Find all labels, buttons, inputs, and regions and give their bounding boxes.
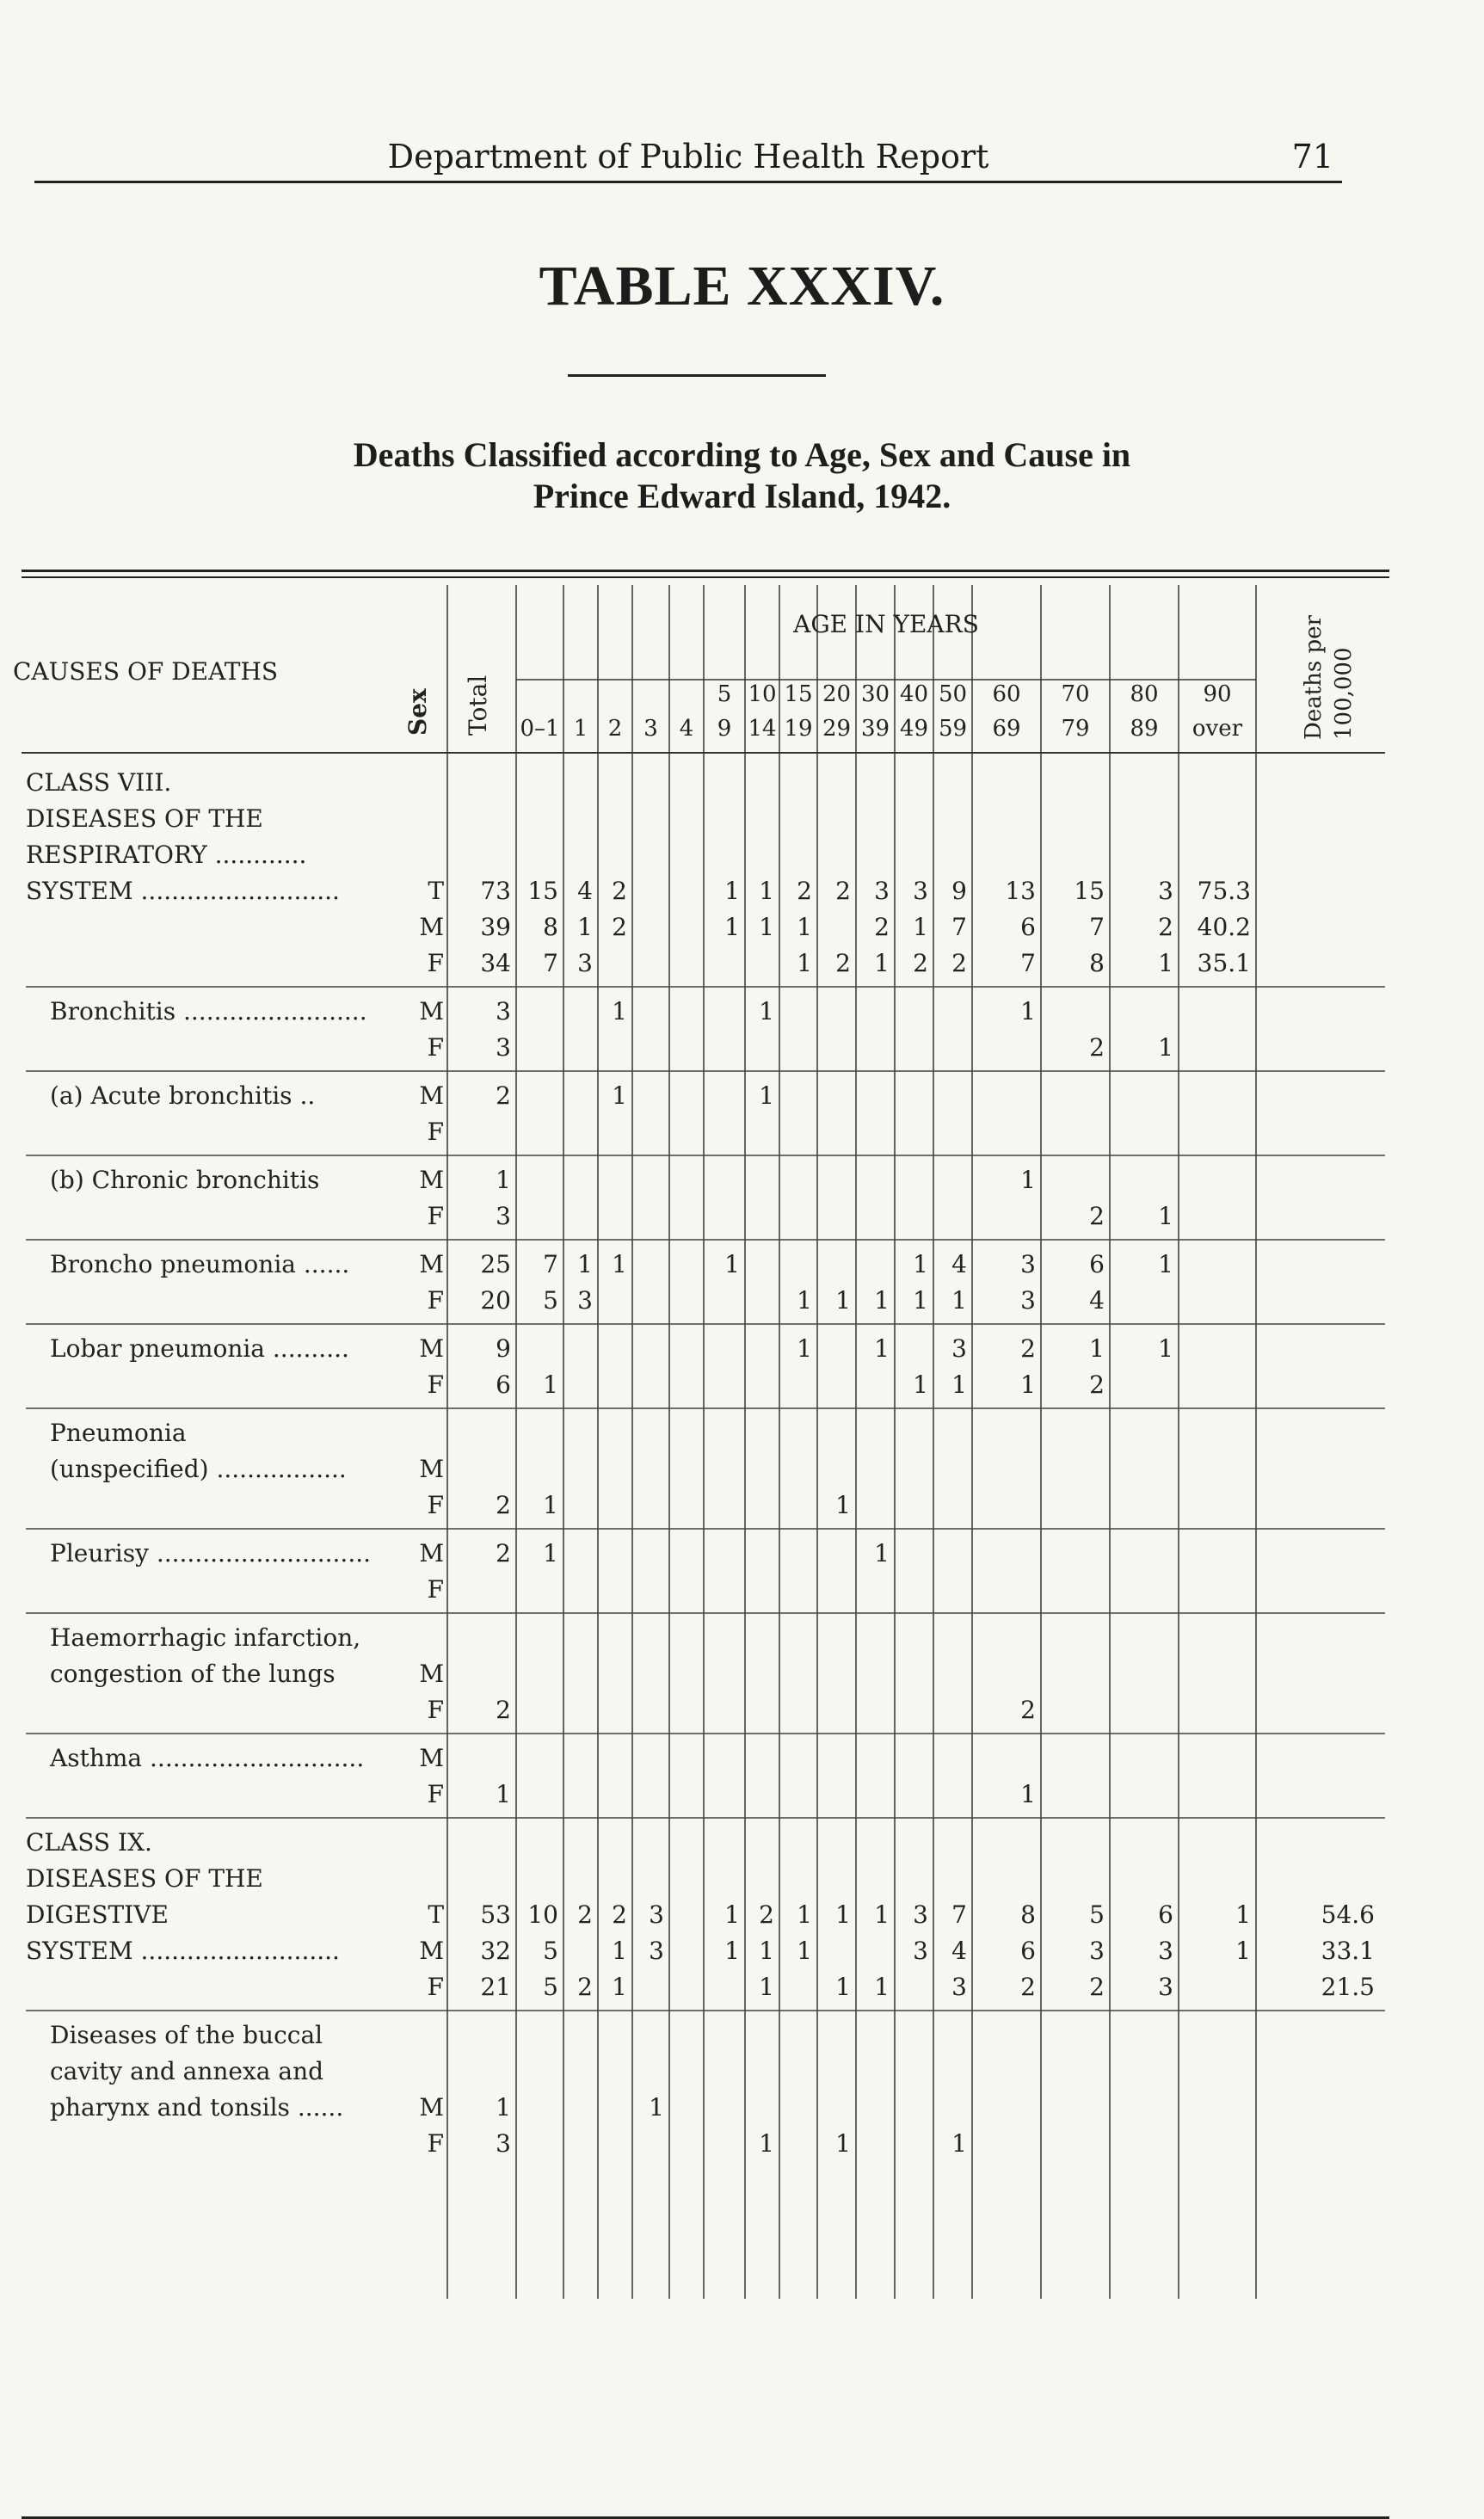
total-cell: 53 (480, 1900, 511, 1929)
age-cell: 2 (1089, 1202, 1105, 1230)
age-cell: 3 (1089, 1937, 1105, 1965)
age-cell: 7 (1089, 913, 1105, 941)
sex-code: M (419, 2093, 444, 2122)
age-cell: 1 (874, 1973, 890, 2001)
age-cell: 2 (612, 877, 627, 905)
sex-code: F (427, 1575, 444, 1604)
age-header-bottom: 79 (1061, 716, 1090, 742)
cause-label: CLASS IX. (26, 1828, 152, 1857)
age-header-top: 80 (1130, 681, 1159, 707)
age-cell: 1 (724, 877, 740, 905)
age-header-bottom: 29 (822, 716, 852, 742)
age-cell: 7 (1020, 949, 1036, 977)
age-cell: 1 (724, 1937, 740, 1965)
age-cell: 3 (649, 1937, 664, 1965)
age-cell: 8 (1089, 949, 1105, 977)
age-cell: 2 (1020, 1696, 1036, 1724)
age-cell: 1 (724, 913, 740, 941)
age-cell: 1 (835, 1286, 851, 1315)
age-header-bottom: 59 (938, 716, 968, 742)
age-cell: 1 (797, 1900, 812, 1929)
age-header-top: 30 (860, 681, 890, 707)
age-cell: 1 (913, 913, 928, 941)
rate-cell: 33.1 (1321, 1937, 1375, 1965)
age-cell: 4 (951, 1937, 967, 1965)
age-header-bottom: over (1192, 716, 1243, 742)
total-cell: 9 (496, 1334, 511, 1363)
table-top-rule (22, 570, 1389, 572)
age-header-top: 50 (938, 681, 968, 707)
header-causes: CAUSES OF DEATHS (13, 657, 279, 686)
age-cell: 1 (759, 1081, 774, 1110)
age-cell: 1 (577, 913, 593, 941)
age-cell: 1 (1158, 1334, 1173, 1363)
sex-code: M (419, 1539, 444, 1567)
cause-label: Lobar pneumonia .......... (50, 1334, 349, 1363)
age-cell: 3 (1020, 1250, 1036, 1278)
age-cell: 1 (874, 1539, 890, 1567)
cause-label: Pneumonia (50, 1419, 187, 1447)
age-cell: 1 (759, 2129, 774, 2158)
age-cell: 1 (1089, 1334, 1105, 1363)
cause-label: (b) Chronic bronchitis (50, 1166, 320, 1194)
header-total: Total (464, 674, 492, 736)
age-cell: 1 (1235, 1900, 1251, 1929)
cause-label: Broncho pneumonia ...... (50, 1250, 350, 1278)
age-cell: 75.3 (1197, 877, 1251, 905)
age-header-top: 40 (899, 681, 929, 707)
age-cell: 6 (1089, 1250, 1105, 1278)
age-cell: 15 (527, 877, 558, 905)
cause-label: CLASS VIII. (26, 768, 172, 797)
age-header-bottom: 9 (717, 716, 732, 742)
age-header-bottom: 69 (992, 716, 1021, 742)
cause-label: DISEASES OF THE (26, 1864, 263, 1893)
sex-code: M (419, 1166, 444, 1194)
age-cell: 3 (913, 1937, 928, 1965)
age-cell: 2 (1158, 913, 1173, 941)
cause-label: pharynx and tonsils ...... (50, 2093, 344, 2122)
age-cell: 1 (577, 1250, 593, 1278)
age-cell: 1 (724, 1900, 740, 1929)
age-header-top: 90 (1203, 681, 1232, 707)
age-header-top: 15 (784, 681, 813, 707)
age-header: 4 (679, 716, 694, 742)
age-cell: 2 (874, 913, 890, 941)
age-cell: 1 (835, 2129, 851, 2158)
age-cell: 4 (1089, 1286, 1105, 1315)
cause-label: (a) Acute bronchitis .. (50, 1081, 316, 1110)
cause-label: RESPIRATORY ............ (26, 841, 307, 869)
age-cell: 1 (759, 997, 774, 1025)
cause-label: Asthma ............................ (50, 1744, 365, 1772)
age-cell: 1 (913, 1370, 928, 1399)
cause-label: DIGESTIVE (26, 1900, 169, 1929)
rate-cell: 21.5 (1321, 1973, 1375, 2001)
age-cell: 9 (951, 877, 967, 905)
age-cell: 1 (759, 913, 774, 941)
total-cell: 2 (496, 1081, 511, 1110)
sex-code: M (419, 1081, 444, 1110)
age-cell: 5 (543, 1937, 558, 1965)
age-cell: 3 (577, 949, 593, 977)
age-cell: 3 (951, 1334, 967, 1363)
age-header: 2 (607, 716, 623, 742)
total-cell: 2 (496, 1696, 511, 1724)
age-cell: 1 (835, 1973, 851, 2001)
total-cell: 73 (480, 877, 511, 905)
age-cell: 4 (951, 1250, 967, 1278)
age-cell: 2 (835, 949, 851, 977)
total-cell: 1 (496, 1780, 511, 1808)
age-cell: 3 (649, 1900, 664, 1929)
cause-label: SYSTEM .......................... (26, 1937, 340, 1965)
age-cell: 1 (835, 1491, 851, 1519)
age-cell: 1 (1020, 997, 1036, 1025)
age-cell: 1 (913, 1286, 928, 1315)
age-cell: 2 (797, 877, 812, 905)
age-cell: 2 (1089, 1973, 1105, 2001)
age-cell: 1 (1158, 949, 1173, 977)
age-cell: 2 (577, 1900, 593, 1929)
age-cell: 6 (1020, 913, 1036, 941)
age-cell: 1 (797, 1937, 812, 1965)
total-cell: 3 (496, 1202, 511, 1230)
total-cell: 1 (496, 2093, 511, 2122)
age-cell: 1 (874, 949, 890, 977)
sex-code: F (427, 1696, 444, 1724)
header-rate-line-2: 100,000 (1331, 647, 1357, 740)
age-cell: 1 (1158, 1202, 1173, 1230)
age-cell: 35.1 (1197, 949, 1251, 977)
total-cell: 2 (496, 1491, 511, 1519)
age-header-bottom: 49 (899, 716, 929, 742)
total-cell: 39 (480, 913, 511, 941)
age-header-top: 70 (1061, 681, 1090, 707)
age-cell: 1 (612, 1250, 627, 1278)
age-cell: 1 (797, 913, 812, 941)
age-cell: 8 (1020, 1900, 1036, 1929)
age-cell: 1 (874, 1286, 890, 1315)
age-cell: 1 (874, 1334, 890, 1363)
age-cell: 3 (577, 1286, 593, 1315)
age-cell: 40.2 (1197, 913, 1251, 941)
sex-code: F (427, 949, 444, 977)
sex-code: F (427, 1202, 444, 1230)
sex-code: M (419, 1744, 444, 1772)
age-cell: 2 (612, 1900, 627, 1929)
age-cell: 1 (951, 2129, 967, 2158)
sex-code: M (419, 1937, 444, 1965)
age-cell: 2 (577, 1973, 593, 2001)
header-age-in-years: AGE IN YEARS (793, 610, 979, 638)
age-cell: 2 (1089, 1033, 1105, 1062)
title-divider (568, 374, 826, 377)
age-cell: 1 (543, 1370, 558, 1399)
sex-code: M (419, 1250, 444, 1278)
subtitle-line-1: Deaths Classified according to Age, Sex and Cause in (353, 435, 1131, 474)
age-cell: 5 (543, 1286, 558, 1315)
total-cell: 3 (496, 1033, 511, 1062)
age-cell: 1 (1158, 1033, 1173, 1062)
cause-label: congestion of the lungs (50, 1660, 336, 1688)
total-cell: 25 (480, 1250, 511, 1278)
age-cell: 3 (1158, 1973, 1173, 2001)
total-cell: 3 (496, 2129, 511, 2158)
age-cell: 7 (543, 949, 558, 977)
age-cell: 1 (797, 1286, 812, 1315)
age-cell: 7 (951, 913, 967, 941)
sex-code: T (428, 1900, 444, 1929)
age-header-top: 10 (748, 681, 777, 707)
sex-code: F (427, 1033, 444, 1062)
sex-code: F (427, 1973, 444, 2001)
age-cell: 1 (874, 1900, 890, 1929)
age-cell: 4 (577, 877, 593, 905)
rate-cell: 54.6 (1321, 1900, 1375, 1929)
total-cell: 34 (480, 949, 511, 977)
page-number: 71 (1291, 138, 1333, 176)
age-cell: 2 (1020, 1334, 1036, 1363)
header-rate-line-1: Deaths per (1301, 615, 1327, 740)
age-header-bottom: 19 (784, 716, 813, 742)
total-cell: 3 (496, 997, 511, 1025)
age-cell: 2 (913, 949, 928, 977)
age-cell: 1 (835, 1900, 851, 1929)
age-header-top: 5 (717, 681, 732, 707)
age-cell: 1 (612, 1937, 627, 1965)
cause-label: cavity and annexa and (50, 2057, 324, 2085)
age-cell: 1 (649, 2093, 664, 2122)
total-cell: 32 (480, 1937, 511, 1965)
cause-label: Pleurisy ............................ (50, 1539, 372, 1567)
sex-code: F (427, 1286, 444, 1315)
age-cell: 1 (951, 1370, 967, 1399)
cause-label: Bronchitis ........................ (50, 997, 367, 1025)
age-cell: 1 (543, 1539, 558, 1567)
table-title: TABLE XXXIV. (539, 255, 945, 317)
sex-code: M (419, 1334, 444, 1363)
sex-code: F (427, 1780, 444, 1808)
total-cell: 2 (496, 1539, 511, 1567)
total-cell: 20 (480, 1286, 511, 1315)
cause-label: Haemorrhagic infarction, (50, 1623, 361, 1652)
age-cell: 15 (1074, 877, 1105, 905)
table-top-rule-inner (22, 576, 1389, 578)
subtitle-line-2: Prince Edward Island, 1942. (533, 477, 951, 515)
running-header (34, 129, 1342, 183)
age-cell: 1 (951, 1286, 967, 1315)
age-header-top: 20 (822, 681, 852, 707)
age-cell: 7 (951, 1900, 967, 1929)
total-cell: 1 (496, 1166, 511, 1194)
age-cell: 3 (1158, 877, 1173, 905)
age-cell: 1 (759, 877, 774, 905)
age-cell: 7 (543, 1250, 558, 1278)
cause-label: (unspecified) ................. (50, 1455, 347, 1483)
age-cell: 2 (1020, 1973, 1036, 2001)
age-cell: 3 (874, 877, 890, 905)
age-cell: 10 (527, 1900, 558, 1929)
age-cell: 1 (1235, 1937, 1251, 1965)
age-cell: 2 (759, 1900, 774, 1929)
age-cell: 5 (1089, 1900, 1105, 1929)
age-cell: 1 (543, 1491, 558, 1519)
age-header-bottom: 89 (1130, 716, 1159, 742)
running-title: Department of Public Health Report (387, 138, 989, 176)
age-header: 0–1 (520, 716, 560, 742)
age-cell: 5 (543, 1973, 558, 2001)
age-cell: 3 (913, 1900, 928, 1929)
age-header-bottom: 39 (860, 716, 890, 742)
header-sex: Sex (403, 688, 432, 736)
sex-code: F (427, 1370, 444, 1399)
age-header: 1 (573, 716, 588, 742)
age-cell: 2 (835, 877, 851, 905)
age-cell: 6 (1020, 1937, 1036, 1965)
age-header: 3 (643, 716, 658, 742)
age-cell: 1 (612, 997, 627, 1025)
sex-code: F (427, 1118, 444, 1146)
total-cell: 21 (480, 1973, 511, 2001)
age-header-bottom: 14 (748, 716, 777, 742)
age-cell: 1 (1158, 1250, 1173, 1278)
age-cell: 1 (612, 1973, 627, 2001)
sex-code: M (419, 1455, 444, 1483)
cause-label: SYSTEM .......................... (26, 877, 340, 905)
age-cell: 3 (1020, 1286, 1036, 1315)
age-cell: 6 (1158, 1900, 1173, 1929)
sex-code: T (428, 877, 444, 905)
sex-code: M (419, 997, 444, 1025)
sex-code: M (419, 1660, 444, 1688)
age-cell: 1 (797, 949, 812, 977)
age-cell: 2 (951, 949, 967, 977)
age-cell: 13 (1005, 877, 1036, 905)
age-cell: 3 (1158, 1937, 1173, 1965)
age-cell: 1 (759, 1973, 774, 2001)
age-cell: 1 (1020, 1780, 1036, 1808)
age-cell: 1 (724, 1250, 740, 1278)
age-cell: 1 (1020, 1166, 1036, 1194)
age-cell: 2 (1089, 1370, 1105, 1399)
total-cell: 6 (496, 1370, 511, 1399)
cause-label: DISEASES OF THE (26, 804, 263, 833)
age-cell: 1 (612, 1081, 627, 1110)
sex-code: F (427, 2129, 444, 2158)
age-cell: 1 (1020, 1370, 1036, 1399)
age-cell: 1 (797, 1334, 812, 1363)
sex-code: F (427, 1491, 444, 1519)
cause-label: Diseases of the buccal (50, 2021, 323, 2049)
age-cell: 8 (543, 913, 558, 941)
age-header-top: 60 (992, 681, 1021, 707)
age-cell: 2 (612, 913, 627, 941)
table-subtitle (0, 434, 1484, 517)
age-cell: 3 (951, 1973, 967, 2001)
age-cell: 1 (759, 1937, 774, 1965)
age-cell: 3 (913, 877, 928, 905)
age-cell: 1 (913, 1250, 928, 1278)
sex-code: M (419, 913, 444, 941)
